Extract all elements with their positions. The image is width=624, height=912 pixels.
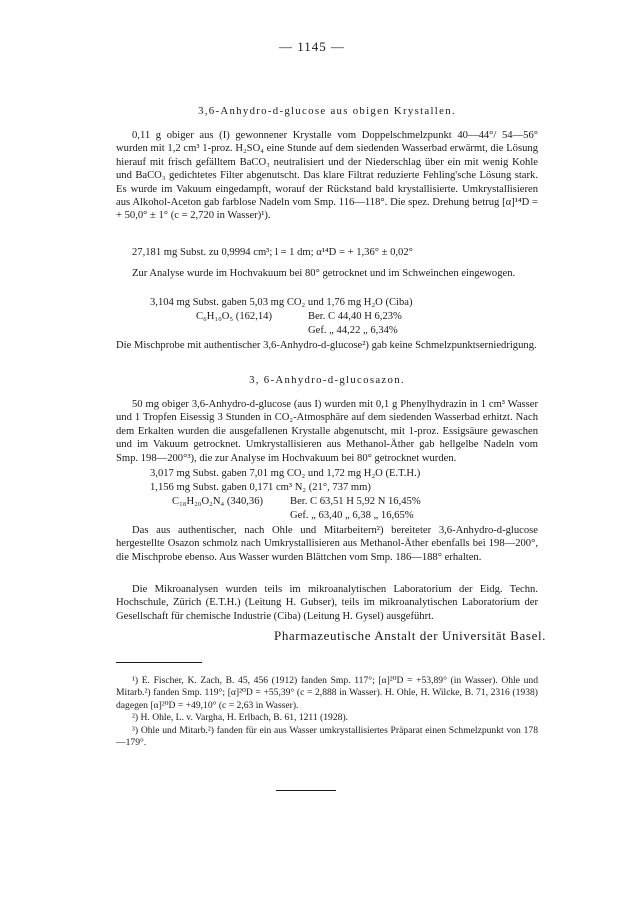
section-heading-osazone: 3, 6-Anhydro-d-glucosazon. — [249, 374, 405, 386]
paragraph-authentic-osazone: Das aus authentischer, nach Ohle und Mitarbeitern²) bereiteter 3,6-Anhydro-d-glucose hergestellte Osazon schmolz nach Umkrystallisieren aus Methanol-Äther ebenfalls bei 198—200°, die Mischprobe ebenso. Aus Wasser wurden Blättchen vom Smp. 186—188° erhalten. — [116, 525, 538, 563]
molecular-formula: C₁₈H₂₀O₂N₄ (340,36) — [172, 496, 264, 507]
footnote-3: ³) Ohle und Mitarb.²) fanden für ein aus Wasser umkrystallisiertes Präparat einen Schmelzpunkt von 178—179°. — [116, 724, 538, 749]
footnote-2: ²) H. Ohle, L. v. Vargha, H. Erlbach, B. 61, 1211 (1928). — [132, 712, 349, 724]
section-heading-anhydroglucose: 3,6-Anhydro-d-glucose aus obigen Krystallen. — [198, 105, 456, 117]
page-number: — 1145 — — [278, 39, 346, 54]
paragraph-preparation: 0,11 g obiger aus (I) gewonnener Krystalle vom Doppelschmelzpunkt 40—44°/ 54—56° wurden mit 1,2 cm³ 1-proz. H₂SO₄ eine Stunde auf dem siedenden Wasserbad erwärmt, die Lösung hierauf mit frisch gefälltem BaCO₃ neutralisiert und der Niederschlag über ein mit wenig Kohle und BaCO₃ gedichtetes Filter abgenutscht. Das klare Filtrat reduzierte Fehling'sche Lösung stark. Es wurde im Vakuum eingedampft, worauf der Rückstand bald krystallisierte. Umkrystallisieren aus Alkohol-Aceton gab farblose Nadeln vom Smp. 116—118°. Die spez. Drehung betrug [α]¹⁴D = + 50,0° ± 1° (c = 2,720 in Wasser)¹). — [116, 130, 538, 222]
paragraph-acknowledgement: Die Mikroanalysen wurden teils im mikroanalytischen Laboratorium der Eidg. Techn. Hochschule, Zürich (E.T.H.) (Leitung H. Gubser), teils im mikroanalytischen Laboratorium der Gesellschaft für chemische Industrie (Ciba) (Leitung H. Gysel) ausgeführt. — [116, 584, 538, 622]
analysis-line: 3,104 mg Subst. gaben 5,03 mg CO₂ und 1,76 mg H₂O (Ciba) — [150, 297, 413, 308]
molecular-formula: C₆H₁₀O₅ (162,14) — [196, 311, 272, 322]
analysis-line: 1,156 mg Subst. gaben 0,171 cm³ N₂ (21°, 737 mm) — [150, 482, 371, 493]
calculated-values: Ber. C 44,40 H 6,23% — [308, 311, 402, 322]
footnote-1: ¹) E. Fischer, K. Zach, B. 45, 456 (1912) fanden Smp. 117°; [α]²⁰D = +53,89° (in Wasser). Ohle und Mitarb.²) fanden Smp. 119°; [α]²⁰D = +55,39° (c = 2,888 in Wasser). H. Ohle, H. Wilcke, B. 71, 2316 (1938) dagegen [α]²⁰D = +49,10° (c = 2,63 in Wasser). — [116, 675, 538, 711]
footnotes — [116, 675, 538, 749]
calculated-values: Ber. C 63,51 H 5,92 N 16,45% — [290, 496, 421, 507]
end-rule — [276, 790, 336, 791]
rotation-measurement: 27,181 mg Subst. zu 0,9994 cm³; l = 1 dm; α¹⁴D = + 1,36° ± 0,02° — [132, 247, 413, 258]
found-values: Gef. „ 63,40 „ 6,38 „ 16,65% — [290, 510, 414, 521]
paragraph-osazone-prep: 50 mg obiger 3,6-Anhydro-d-glucose (aus I) wurden mit 0,1 g Phenylhydrazin in 1 cm³ Wasser und 1 Tropfen Eisessig 3 Stunden in CO₂-Atmosphäre auf dem siedenden Wasserbad erhitzt. Nach dem Erkalten wurden die ausgefallenen Krystalle abgenutscht, mit 1-proz. Essigsäure gewaschen und im Vakuum getrocknet. Umkrystallisieren aus Methanol-Äther gab hellgelbe Nadeln vom Smp. 198—200°³), die zur Analyse im Hochvakuum bei 80° getrocknet wurden. — [116, 399, 538, 464]
institution-signature: Pharmazeutische Anstalt der Universität Basel. — [274, 628, 547, 643]
analysis-line: 3,017 mg Subst. gaben 7,01 mg CO₂ und 1,72 mg H₂O (E.T.H.) — [150, 468, 421, 479]
paragraph-mixed-melting: Die Mischprobe mit authentischer 3,6-Anhydro-d-glucose²) gab keine Schmelzpunktserniedrigung. — [116, 340, 537, 351]
paragraph-analysis-prep: Zur Analyse wurde im Hochvakuum bei 80° getrocknet und im Schweinchen eingewogen. — [132, 268, 516, 279]
found-values: Gef. „ 44,22 „ 6,34% — [308, 325, 398, 336]
footnote-separator — [116, 662, 202, 663]
